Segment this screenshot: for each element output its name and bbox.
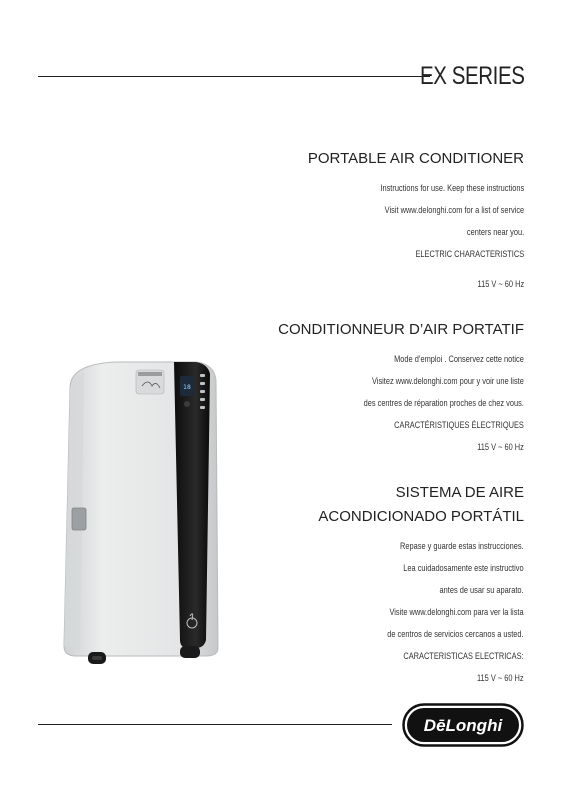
svg-text:DēLonghi: DēLonghi xyxy=(423,716,503,735)
bottom-rule xyxy=(38,724,392,725)
french-section xyxy=(278,319,524,459)
spanish-section xyxy=(318,482,524,690)
french-line: Mode d’emploi . Conservez cette notice xyxy=(394,354,524,365)
english-line: centers near you. xyxy=(466,227,524,238)
spanish-line: Lea cuidadosamente este instructivo xyxy=(403,563,524,574)
english-voltage: 115 V ~ 60 Hz xyxy=(477,279,524,290)
spanish-voltage: 115 V ~ 60 Hz xyxy=(477,673,524,684)
french-line: Visitez www.delonghi.com pour y voir une liste xyxy=(372,376,524,387)
english-title: PORTABLE AIR CONDITIONER xyxy=(307,150,524,167)
delonghi-logo xyxy=(402,703,524,747)
spanish-title-line-1: SISTEMA DE AIRE xyxy=(395,484,524,501)
series-title: EX SERIES xyxy=(419,62,524,90)
french-line: des centres de réparation proches de chez vous. xyxy=(363,398,524,409)
english-section xyxy=(308,148,524,296)
portable-air-conditioner-image xyxy=(56,358,226,670)
spanish-line: de centros de servicios cercanos a usted. xyxy=(387,629,524,640)
french-title: CONDITIONNEUR D’AIR PORTATIF xyxy=(278,321,524,338)
english-line: Visit www.delonghi.com for a list of service xyxy=(384,205,524,216)
english-line: ELECTRIC CHARACTERISTICS xyxy=(415,249,524,260)
french-line: CARACTÉRISTIQUES ÉLECTRIQUES xyxy=(394,420,524,431)
french-voltage: 115 V ~ 60 Hz xyxy=(477,442,524,453)
spanish-title-line-2: ACONDICIONADO PORTÁTIL xyxy=(318,508,524,525)
spanish-line: Visite www.delonghi.com para ver la lista xyxy=(389,607,524,618)
spanish-line: antes de usar su aparato. xyxy=(439,585,524,596)
svg-text:18: 18 xyxy=(183,384,191,391)
spanish-line: Repase y guarde estas instrucciones. xyxy=(400,541,524,552)
english-line: Instructions for use. Keep these instructions xyxy=(380,183,524,194)
spanish-line: CARACTERISTICAS ELECTRICAS: xyxy=(403,651,524,662)
top-rule xyxy=(38,76,430,77)
